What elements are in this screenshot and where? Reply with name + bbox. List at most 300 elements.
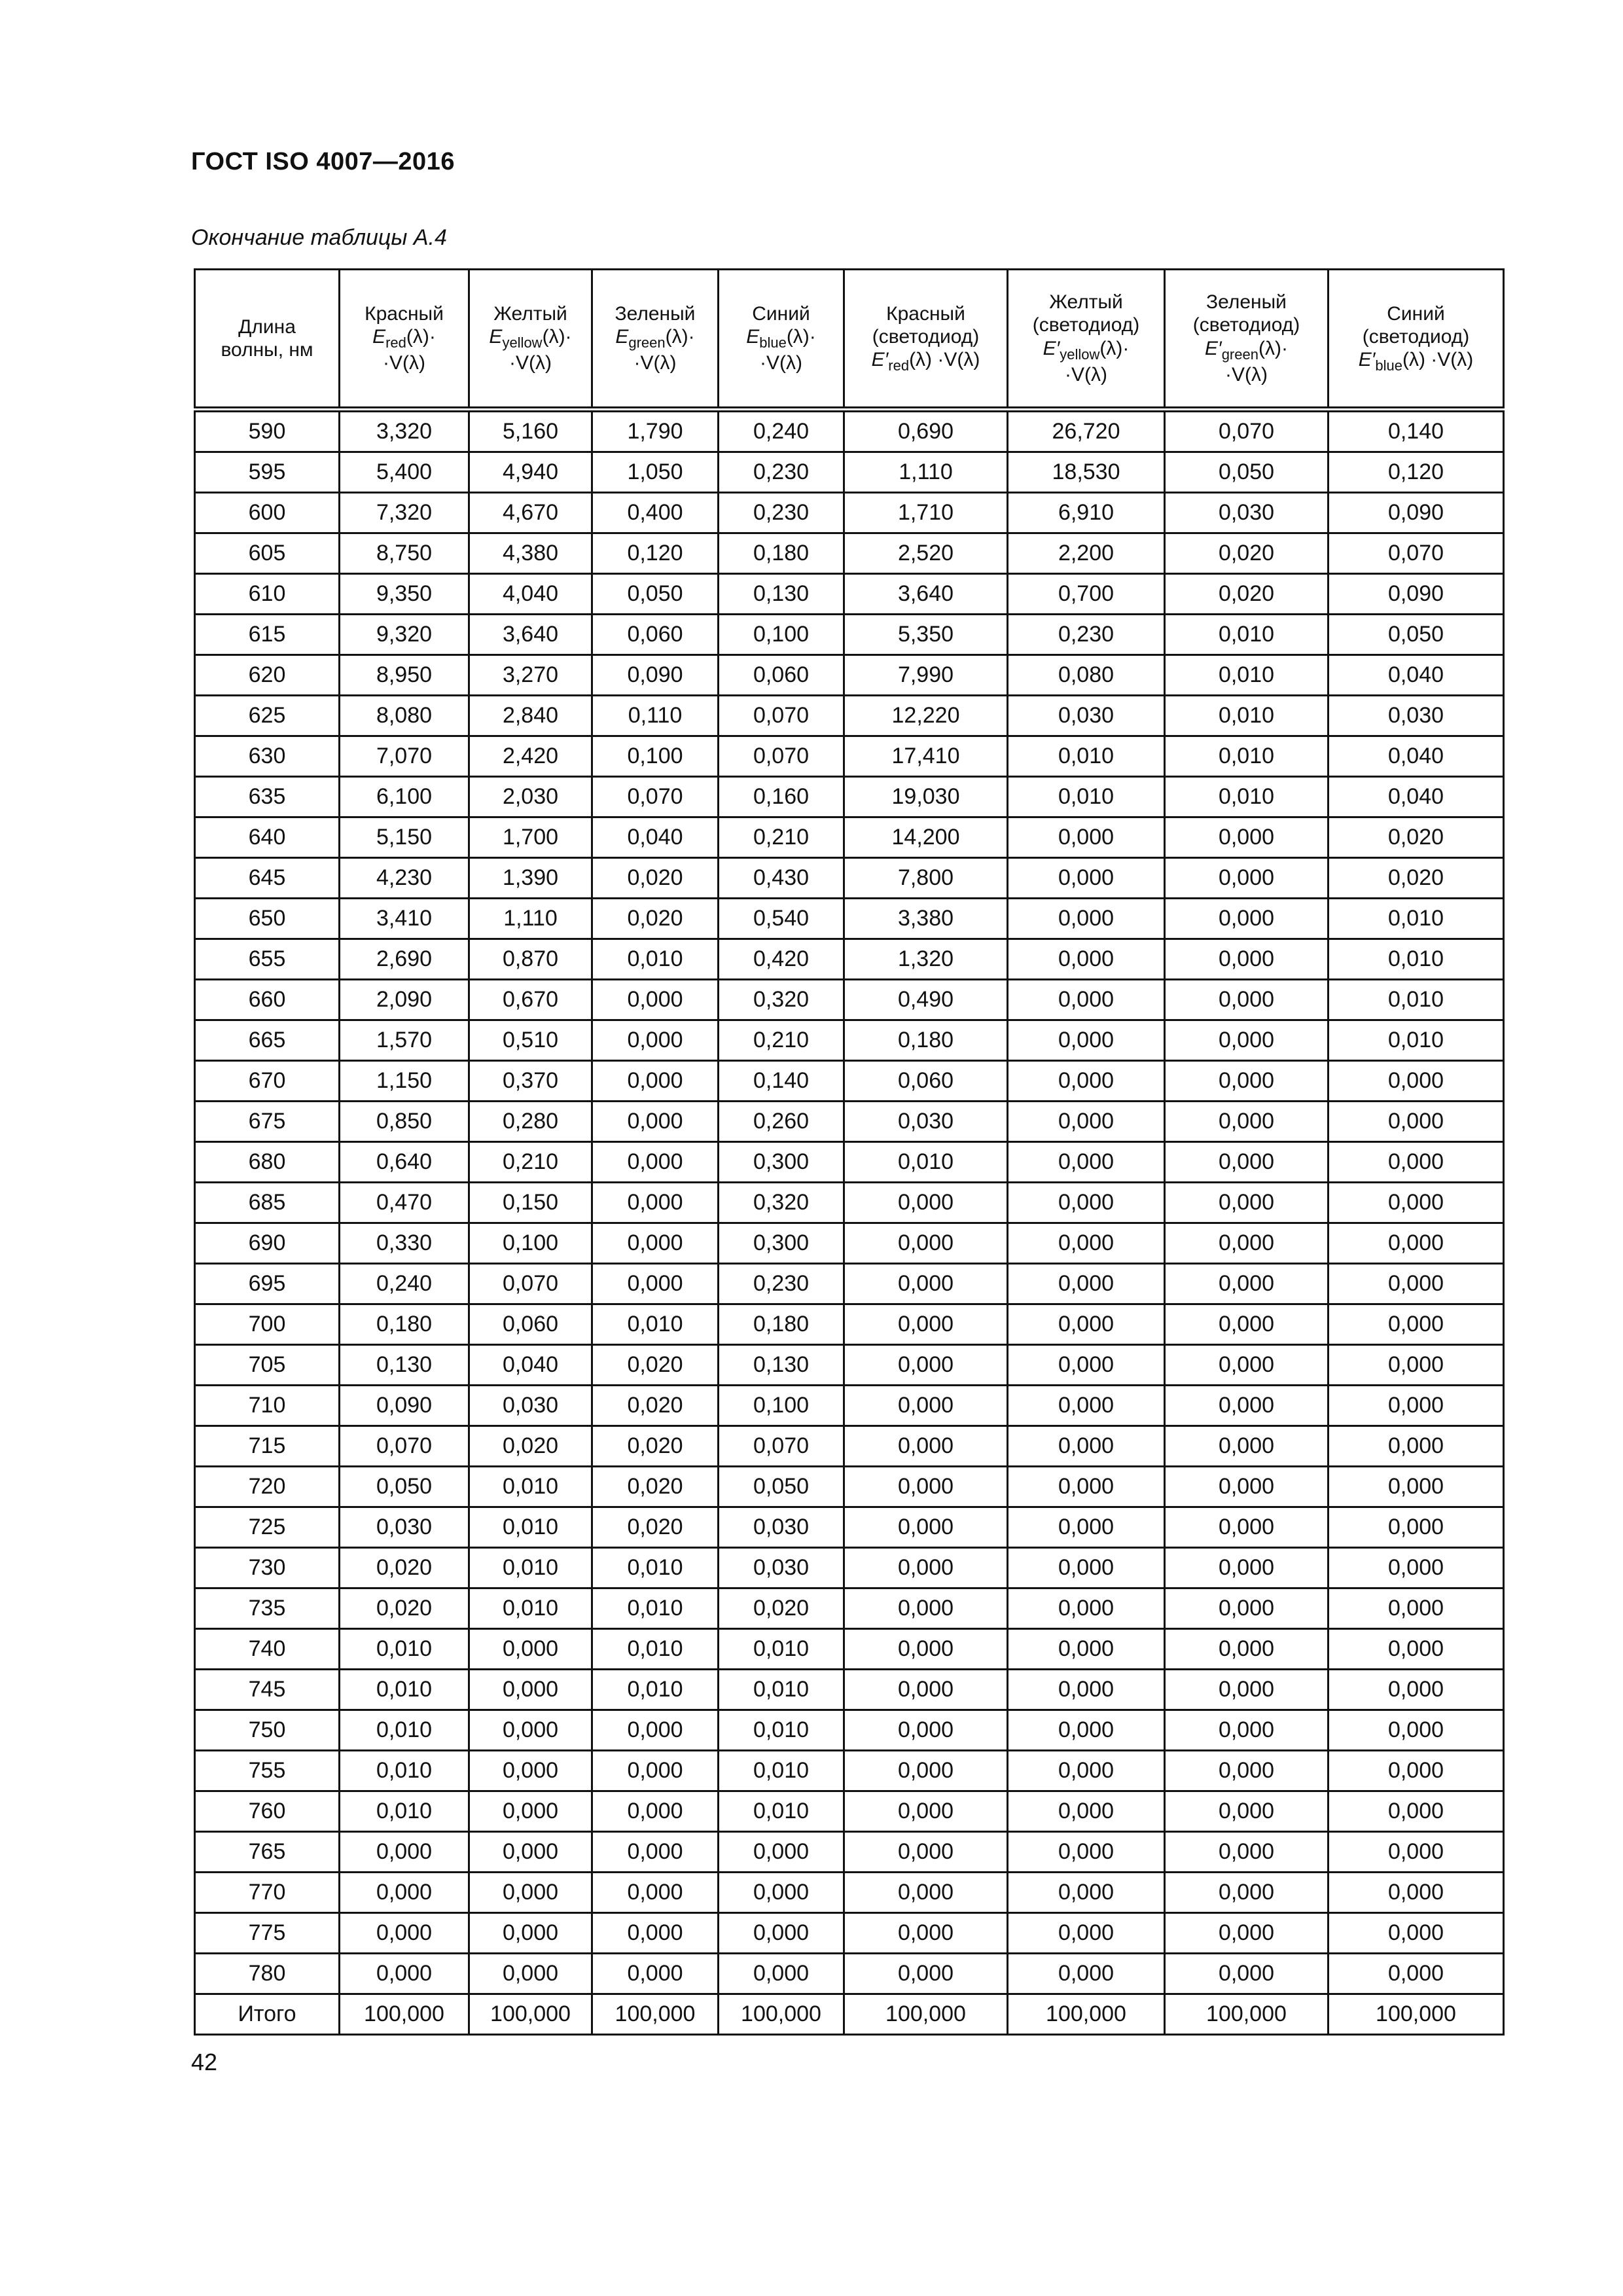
table-row xyxy=(195,817,1504,858)
table-row xyxy=(195,1020,1504,1061)
value-cell: 0,010 xyxy=(1165,736,1329,777)
value-cell: 0,000 xyxy=(844,1426,1008,1467)
value-cell: 0,010 xyxy=(469,1507,592,1548)
value-cell: 0,000 xyxy=(1165,1670,1329,1710)
wavelength-cell: 750 xyxy=(195,1710,340,1751)
value-cell: 0,300 xyxy=(719,1223,844,1264)
value-cell: 0,000 xyxy=(844,1386,1008,1426)
value-cell: 0,010 xyxy=(719,1670,844,1710)
value-cell: 0,010 xyxy=(1329,1020,1504,1061)
value-cell: 8,750 xyxy=(340,533,469,574)
wavelength-cell: 710 xyxy=(195,1386,340,1426)
value-cell: 0,020 xyxy=(719,1588,844,1629)
value-cell: 0,000 xyxy=(1008,1304,1165,1345)
page-number: 42 xyxy=(191,2049,218,2075)
value-cell: 0,000 xyxy=(719,1832,844,1873)
wavelength-cell: 720 xyxy=(195,1467,340,1507)
value-cell: 0,000 xyxy=(1008,1913,1165,1954)
value-cell: 0,000 xyxy=(340,1832,469,1873)
value-cell: 0,090 xyxy=(340,1386,469,1426)
value-cell: 0,000 xyxy=(1008,817,1165,858)
value-cell: 0,000 xyxy=(469,1670,592,1710)
value-cell: 0,010 xyxy=(1165,655,1329,696)
value-cell: 0,000 xyxy=(1008,1791,1165,1832)
value-cell: 1,150 xyxy=(340,1061,469,1102)
total-row xyxy=(195,1994,1504,2035)
value-cell: 1,700 xyxy=(469,817,592,858)
value-cell: 0,040 xyxy=(592,817,719,858)
wavelength-cell: 760 xyxy=(195,1791,340,1832)
table-row xyxy=(195,1183,1504,1223)
table-row xyxy=(195,1913,1504,1954)
value-cell: 0,000 xyxy=(592,1223,719,1264)
value-cell: 2,200 xyxy=(1008,533,1165,574)
value-cell: 0,000 xyxy=(1008,1507,1165,1548)
wavelength-cell: 605 xyxy=(195,533,340,574)
value-cell: 0,000 xyxy=(592,1913,719,1954)
table-row xyxy=(195,1386,1504,1426)
value-cell: 1,570 xyxy=(340,1020,469,1061)
table-row xyxy=(195,777,1504,817)
value-cell: 0,000 xyxy=(469,1710,592,1751)
value-cell: 0,010 xyxy=(1165,777,1329,817)
value-cell: 0,000 xyxy=(1165,1061,1329,1102)
value-cell: 0,000 xyxy=(1008,1183,1165,1223)
value-cell: 0,000 xyxy=(1165,1832,1329,1873)
value-cell: 1,390 xyxy=(469,858,592,899)
value-cell: 0,850 xyxy=(340,1102,469,1142)
value-cell: 0,870 xyxy=(469,939,592,980)
value-cell: 0,010 xyxy=(844,1142,1008,1183)
value-cell: 7,800 xyxy=(844,858,1008,899)
value-cell: 0,000 xyxy=(1165,1873,1329,1913)
value-cell: 0,400 xyxy=(592,493,719,533)
wavelength-cell: 625 xyxy=(195,696,340,736)
value-cell: 0,010 xyxy=(592,1629,719,1670)
value-cell: 0,000 xyxy=(1165,858,1329,899)
value-cell: 0,000 xyxy=(1165,939,1329,980)
table-row xyxy=(195,1061,1504,1102)
value-cell: 2,420 xyxy=(469,736,592,777)
wavelength-cell: 615 xyxy=(195,615,340,655)
value-cell: 0,000 xyxy=(1329,1751,1504,1791)
value-cell: 0,090 xyxy=(592,655,719,696)
value-cell: 0,000 xyxy=(1165,1142,1329,1183)
value-cell: 1,050 xyxy=(592,452,719,493)
value-cell: 0,000 xyxy=(1165,1020,1329,1061)
value-cell: 5,350 xyxy=(844,615,1008,655)
value-cell: 0,000 xyxy=(592,1142,719,1183)
header-green: Зеленый $E_{green}(\lambda)\cdot$ ·V(λ) xyxy=(592,270,719,410)
document-title: ГОСТ ISO 4007—2016 xyxy=(191,148,455,175)
value-cell: 8,080 xyxy=(340,696,469,736)
value-cell: 0,000 xyxy=(1008,1751,1165,1791)
value-cell: 0,000 xyxy=(1329,1670,1504,1710)
value-cell: 100,000 xyxy=(340,1994,469,2035)
value-cell: 0,330 xyxy=(340,1223,469,1264)
table-row xyxy=(195,533,1504,574)
value-cell: 0,000 xyxy=(1008,1873,1165,1913)
value-cell: 0,000 xyxy=(1165,1751,1329,1791)
value-cell: 0,000 xyxy=(1165,1304,1329,1345)
table-row xyxy=(195,1670,1504,1710)
value-cell: 0,000 xyxy=(1329,1710,1504,1751)
value-cell: 8,950 xyxy=(340,655,469,696)
value-cell: 0,000 xyxy=(1329,1264,1504,1304)
value-cell: 100,000 xyxy=(1008,1994,1165,2035)
wavelength-cell: 775 xyxy=(195,1913,340,1954)
value-cell: 0,000 xyxy=(1008,1142,1165,1183)
wavelength-cell: 700 xyxy=(195,1304,340,1345)
value-cell: 2,520 xyxy=(844,533,1008,574)
value-cell: 5,160 xyxy=(469,410,592,452)
value-cell: 0,000 xyxy=(1008,1954,1165,1994)
value-cell: 0,000 xyxy=(844,1751,1008,1791)
value-cell: 0,060 xyxy=(844,1061,1008,1102)
value-cell: 0,000 xyxy=(340,1873,469,1913)
value-cell: 0,000 xyxy=(1329,1142,1504,1183)
table-row xyxy=(195,1832,1504,1873)
value-cell: 0,090 xyxy=(1329,493,1504,533)
value-cell: 0,000 xyxy=(844,1264,1008,1304)
value-cell: 0,160 xyxy=(719,777,844,817)
value-cell: 0,000 xyxy=(1008,1020,1165,1061)
value-cell: 0,050 xyxy=(340,1467,469,1507)
value-cell: 0,010 xyxy=(340,1751,469,1791)
value-cell: 0,010 xyxy=(592,1548,719,1588)
value-cell: 0,210 xyxy=(719,817,844,858)
wavelength-cell: 685 xyxy=(195,1183,340,1223)
value-cell: 0,000 xyxy=(469,1832,592,1873)
value-cell: 0,000 xyxy=(1329,1223,1504,1264)
value-cell: 0,000 xyxy=(1165,1710,1329,1751)
value-cell: 4,230 xyxy=(340,858,469,899)
wavelength-cell: 645 xyxy=(195,858,340,899)
value-cell: 0,000 xyxy=(1165,1102,1329,1142)
value-cell: 0,000 xyxy=(469,1913,592,1954)
value-cell: 0,000 xyxy=(1165,1791,1329,1832)
value-cell: 0,000 xyxy=(1008,1061,1165,1102)
table-row xyxy=(195,1223,1504,1264)
value-cell: 0,000 xyxy=(592,1954,719,1994)
value-cell: 0,000 xyxy=(844,1223,1008,1264)
value-cell: 0,130 xyxy=(719,1345,844,1386)
value-cell: 0,020 xyxy=(1165,574,1329,615)
value-cell: 2,840 xyxy=(469,696,592,736)
value-cell: 100,000 xyxy=(469,1994,592,2035)
value-cell: 4,670 xyxy=(469,493,592,533)
value-cell: 4,940 xyxy=(469,452,592,493)
value-cell: 0,490 xyxy=(844,980,1008,1020)
value-cell: 0,180 xyxy=(844,1020,1008,1061)
value-cell: 0,000 xyxy=(1329,1913,1504,1954)
value-cell: 0,010 xyxy=(1165,615,1329,655)
wavelength-cell: 695 xyxy=(195,1264,340,1304)
table-body xyxy=(195,410,1504,2035)
wavelength-cell: 660 xyxy=(195,980,340,1020)
value-cell: 0,370 xyxy=(469,1061,592,1102)
value-cell: 0,010 xyxy=(592,939,719,980)
value-cell: 0,010 xyxy=(340,1710,469,1751)
value-cell: 0,120 xyxy=(1329,452,1504,493)
value-cell: 0,240 xyxy=(340,1264,469,1304)
value-cell: 0,010 xyxy=(1165,696,1329,736)
value-cell: 0,020 xyxy=(1329,817,1504,858)
value-cell: 0,070 xyxy=(592,777,719,817)
value-cell: 3,640 xyxy=(844,574,1008,615)
wavelength-cell: 755 xyxy=(195,1751,340,1791)
value-cell: 0,020 xyxy=(592,858,719,899)
value-cell: 0,230 xyxy=(719,452,844,493)
wavelength-cell: 665 xyxy=(195,1020,340,1061)
value-cell: 0,040 xyxy=(1329,655,1504,696)
value-cell: 0,000 xyxy=(1008,1670,1165,1710)
value-cell: 0,210 xyxy=(469,1142,592,1183)
value-cell: 0,000 xyxy=(1008,858,1165,899)
value-cell: 0,000 xyxy=(469,1954,592,1994)
wavelength-cell: 735 xyxy=(195,1588,340,1629)
value-cell: 0,300 xyxy=(719,1142,844,1183)
value-cell: 0,640 xyxy=(340,1142,469,1183)
value-cell: 0,000 xyxy=(844,1304,1008,1345)
value-cell: 0,030 xyxy=(469,1386,592,1426)
value-cell: 0,000 xyxy=(1008,939,1165,980)
header-red: Красный $E_{red}(\lambda)\cdot$ ·V(λ) xyxy=(340,270,469,410)
value-cell: 0,000 xyxy=(1165,1264,1329,1304)
value-cell: 0,230 xyxy=(719,493,844,533)
value-cell: 0,030 xyxy=(719,1507,844,1548)
spectral-table xyxy=(194,268,1505,2036)
value-cell: 7,990 xyxy=(844,655,1008,696)
value-cell: 0,060 xyxy=(592,615,719,655)
value-cell: 0,000 xyxy=(844,1670,1008,1710)
value-cell: 0,020 xyxy=(592,1467,719,1507)
wavelength-cell: 770 xyxy=(195,1873,340,1913)
value-cell: 6,910 xyxy=(1008,493,1165,533)
value-cell: 0,000 xyxy=(1329,1183,1504,1223)
value-cell: 0,080 xyxy=(1008,655,1165,696)
value-cell: 0,020 xyxy=(592,899,719,939)
value-cell: 0,000 xyxy=(469,1629,592,1670)
value-cell: 0,000 xyxy=(844,1629,1008,1670)
table-row xyxy=(195,858,1504,899)
value-cell: 0,030 xyxy=(1008,696,1165,736)
value-cell: 7,320 xyxy=(340,493,469,533)
value-cell: 0,010 xyxy=(592,1304,719,1345)
wavelength-cell: 610 xyxy=(195,574,340,615)
value-cell: 0,030 xyxy=(844,1102,1008,1142)
wavelength-cell: 595 xyxy=(195,452,340,493)
table-row xyxy=(195,1548,1504,1588)
header-wavelength: Длина волны, нм xyxy=(195,270,340,410)
table-row xyxy=(195,899,1504,939)
value-cell: 100,000 xyxy=(844,1994,1008,2035)
value-cell: 0,140 xyxy=(1329,410,1504,452)
value-cell: 0,000 xyxy=(844,1467,1008,1507)
table-row xyxy=(195,1102,1504,1142)
value-cell: 0,000 xyxy=(844,1183,1008,1223)
value-cell: 0,000 xyxy=(1165,1183,1329,1223)
table-row xyxy=(195,1426,1504,1467)
value-cell: 0,010 xyxy=(469,1467,592,1507)
value-cell: 0,000 xyxy=(1008,1426,1165,1467)
value-cell: 1,790 xyxy=(592,410,719,452)
value-cell: 0,050 xyxy=(1165,452,1329,493)
value-cell: 0,000 xyxy=(1165,1426,1329,1467)
value-cell: 4,380 xyxy=(469,533,592,574)
header-blue-led: Синий (светодиод) $E'_{blue}(\lambda) \cdot V(\lambda)$ xyxy=(1329,270,1504,410)
value-cell: 0,060 xyxy=(469,1304,592,1345)
value-cell: 0,000 xyxy=(1329,1954,1504,1994)
value-cell: 0,000 xyxy=(592,1832,719,1873)
value-cell: 0,010 xyxy=(719,1710,844,1751)
value-cell: 9,350 xyxy=(340,574,469,615)
wavelength-cell: 600 xyxy=(195,493,340,533)
table-row xyxy=(195,696,1504,736)
value-cell: 0,000 xyxy=(1165,1954,1329,1994)
value-cell: 3,320 xyxy=(340,410,469,452)
table-row xyxy=(195,1710,1504,1751)
value-cell: 0,000 xyxy=(592,1751,719,1791)
value-cell: 0,000 xyxy=(1165,1223,1329,1264)
value-cell: 0,000 xyxy=(1329,1426,1504,1467)
value-cell: 0,010 xyxy=(719,1629,844,1670)
value-cell: 0,010 xyxy=(340,1629,469,1670)
value-cell: 0,010 xyxy=(469,1588,592,1629)
wavelength-cell: 590 xyxy=(195,410,340,452)
value-cell: 0,230 xyxy=(1008,615,1165,655)
value-cell: 0,010 xyxy=(719,1751,844,1791)
value-cell: 0,010 xyxy=(1008,736,1165,777)
value-cell: 0,000 xyxy=(1329,1386,1504,1426)
value-cell: 0,000 xyxy=(1329,1832,1504,1873)
wavelength-cell: 690 xyxy=(195,1223,340,1264)
value-cell: 0,100 xyxy=(592,736,719,777)
value-cell: 0,000 xyxy=(1008,1264,1165,1304)
value-cell: 0,000 xyxy=(592,1264,719,1304)
value-cell: 0,000 xyxy=(1008,1710,1165,1751)
value-cell: 0,000 xyxy=(1165,1345,1329,1386)
value-cell: 0,030 xyxy=(1329,696,1504,736)
value-cell: 0,000 xyxy=(844,1954,1008,1994)
value-cell: 100,000 xyxy=(719,1994,844,2035)
wavelength-cell: 670 xyxy=(195,1061,340,1102)
value-cell: 0,070 xyxy=(719,1426,844,1467)
value-cell: 0,000 xyxy=(1329,1102,1504,1142)
value-cell: 0,010 xyxy=(469,1548,592,1588)
table-caption: Окончание таблицы А.4 xyxy=(191,225,447,250)
value-cell: 0,070 xyxy=(719,696,844,736)
table-row xyxy=(195,1467,1504,1507)
value-cell: 0,700 xyxy=(1008,574,1165,615)
value-cell: 2,090 xyxy=(340,980,469,1020)
table-row xyxy=(195,980,1504,1020)
value-cell: 0,000 xyxy=(1008,899,1165,939)
value-cell: 17,410 xyxy=(844,736,1008,777)
value-cell: 2,030 xyxy=(469,777,592,817)
value-cell: 3,380 xyxy=(844,899,1008,939)
value-cell: 0,000 xyxy=(1008,1102,1165,1142)
value-cell: 1,710 xyxy=(844,493,1008,533)
value-cell: 5,150 xyxy=(340,817,469,858)
wavelength-cell: Итого xyxy=(195,1994,340,2035)
value-cell: 0,000 xyxy=(1329,1548,1504,1588)
value-cell: 0,020 xyxy=(340,1588,469,1629)
value-cell: 0,000 xyxy=(719,1954,844,1994)
table-row xyxy=(195,1264,1504,1304)
value-cell: 18,530 xyxy=(1008,452,1165,493)
value-cell: 0,060 xyxy=(719,655,844,696)
value-cell: 0,020 xyxy=(340,1548,469,1588)
value-cell: 0,670 xyxy=(469,980,592,1020)
value-cell: 0,000 xyxy=(1329,1873,1504,1913)
table-row xyxy=(195,939,1504,980)
value-cell: 0,000 xyxy=(844,1832,1008,1873)
wavelength-cell: 680 xyxy=(195,1142,340,1183)
value-cell: 0,010 xyxy=(592,1588,719,1629)
value-cell: 0,320 xyxy=(719,980,844,1020)
header-yellow-led: Желтый (светодиод) $E'_{yellow}(\lambda)\cdot$ ·V(λ) xyxy=(1008,270,1165,410)
wavelength-cell: 725 xyxy=(195,1507,340,1548)
value-cell: 0,000 xyxy=(592,1183,719,1223)
value-cell: 0,000 xyxy=(844,1913,1008,1954)
value-cell: 0,000 xyxy=(592,1020,719,1061)
value-cell: 0,010 xyxy=(1329,980,1504,1020)
wavelength-cell: 705 xyxy=(195,1345,340,1386)
value-cell: 0,040 xyxy=(469,1345,592,1386)
header-blue: Синий $E_{blue}(\lambda)\cdot$ ·V(λ) xyxy=(719,270,844,410)
value-cell: 0,000 xyxy=(469,1751,592,1791)
value-cell: 0,690 xyxy=(844,410,1008,452)
value-cell: 3,270 xyxy=(469,655,592,696)
value-cell: 0,020 xyxy=(1329,858,1504,899)
value-cell: 0,000 xyxy=(592,1873,719,1913)
wavelength-cell: 675 xyxy=(195,1102,340,1142)
value-cell: 0,000 xyxy=(592,1102,719,1142)
value-cell: 0,130 xyxy=(719,574,844,615)
value-cell: 1,320 xyxy=(844,939,1008,980)
wavelength-cell: 650 xyxy=(195,899,340,939)
wavelength-cell: 655 xyxy=(195,939,340,980)
value-cell: 0,000 xyxy=(844,1507,1008,1548)
value-cell: 0,000 xyxy=(719,1913,844,1954)
value-cell: 0,000 xyxy=(1165,817,1329,858)
value-cell: 0,010 xyxy=(592,1670,719,1710)
value-cell: 0,030 xyxy=(340,1507,469,1548)
value-cell: 0,100 xyxy=(469,1223,592,1264)
table-row xyxy=(195,1873,1504,1913)
value-cell: 0,000 xyxy=(1329,1629,1504,1670)
wavelength-cell: 745 xyxy=(195,1670,340,1710)
table-row xyxy=(195,1507,1504,1548)
table-row xyxy=(195,1751,1504,1791)
value-cell: 0,240 xyxy=(719,410,844,452)
table-row xyxy=(195,1629,1504,1670)
value-cell: 0,000 xyxy=(1008,1548,1165,1588)
value-cell: 0,010 xyxy=(719,1791,844,1832)
value-cell: 0,210 xyxy=(719,1020,844,1061)
value-cell: 0,430 xyxy=(719,858,844,899)
value-cell: 0,000 xyxy=(1008,1629,1165,1670)
table-row xyxy=(195,410,1504,452)
value-cell: 0,090 xyxy=(1329,574,1504,615)
value-cell: 0,000 xyxy=(1329,1588,1504,1629)
header-red-led: Красный (светодиод) $E'_{red}(\lambda) \cdot V(\lambda)$ xyxy=(844,270,1008,410)
header-green-led: Зеленый (светодиод) $E'_{green}(\lambda)\cdot$ ·V(λ) xyxy=(1165,270,1329,410)
value-cell: 0,540 xyxy=(719,899,844,939)
value-cell: 0,000 xyxy=(1165,1386,1329,1426)
value-cell: 0,000 xyxy=(340,1954,469,1994)
